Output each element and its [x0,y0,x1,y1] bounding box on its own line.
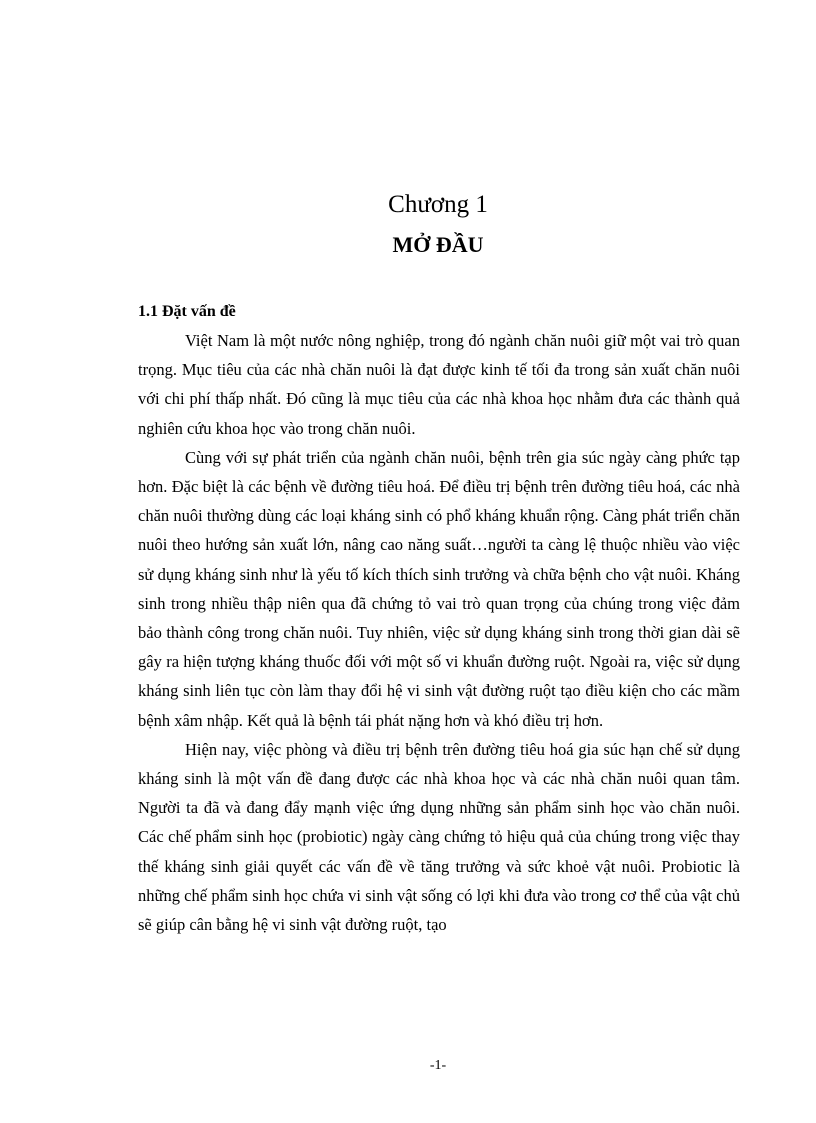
section-heading: 1.1 Đặt vấn đề [138,303,236,320]
chapter-title: MỞ ĐẦU [392,232,484,257]
chapter-label: Chương 1 [388,191,488,218]
paragraph-2: Cùng với sự phát triển của ngành chăn nuôi, bệnh trên gia súc ngày càng phức tạp hơn. Đặc biệt là các bệnh về đường tiêu hoá. Để điều trị bệnh trên đường tiêu hoá, các nhà chăn nuôi thường dùng các loại kháng sinh có phổ kháng khuẩn rộng. Càng phát triển chăn nuôi theo hướng sản xuất lớn, nâng cao năng suất…người ta càng lệ thuộc nhiều vào việc sử dụng kháng sinh như là yếu tố kích thích sinh trưởng và chữa bệnh cho vật nuôi. Kháng sinh trong nhiều thập niên qua đã chứng tỏ vai trò quan trọng của chúng trong việc đảm bảo thành công trong chăn nuôi. Tuy nhiên, việc sử dụng kháng sinh trong thời gian dài sẽ gây ra hiện tượng kháng thuốc đối với một số vi khuẩn đường ruột. Ngoài ra, việc sử dụng kháng sinh liên tục còn làm thay đổi hệ vi sinh vật đường ruột tạo điều kiện cho các mầm bệnh xâm nhập. Kết quả là bệnh tái phát nặng hơn và khó điều trị hơn. [138,447,740,730]
body-text [138,326,740,939]
paragraph-3: Hiện nay, việc phòng và điều trị bệnh trên đường tiêu hoá gia súc hạn chế sử dụng kháng sinh là một vấn đề đang được các nhà khoa học và các nhà chăn nuôi quan tâm. Người ta đã và đang đẩy mạnh việc ứng dụng những sản phẩm sinh học vào chăn nuôi. Các chế phẩm sinh học (probiotic) ngày càng chứng tỏ hiệu quả của chúng trong việc thay thế kháng sinh giải quyết các vấn đề về tăng trưởng và sức khoẻ vật nuôi. Probiotic là những chế phẩm sinh học chứa vi sinh vật sống có lợi khi đưa vào trong cơ thể của vật chủ sẽ giúp cân bằng hệ vi sinh vật đường ruột, tạo [138,739,740,935]
page-number: -1- [429,1058,447,1073]
paragraph-1: Việt Nam là một nước nông nghiệp, trong đó ngành chăn nuôi giữ một vai trò quan trọng. Mục tiêu của các nhà chăn nuôi là đạt được kinh tế tối đa trong sản xuất chăn nuôi với chi phí thấp nhất. Đó cũng là mục tiêu của các nhà khoa học nhằm đưa các thành quả nghiên cứu khoa học vào trong chăn nuôi. [138,331,740,438]
